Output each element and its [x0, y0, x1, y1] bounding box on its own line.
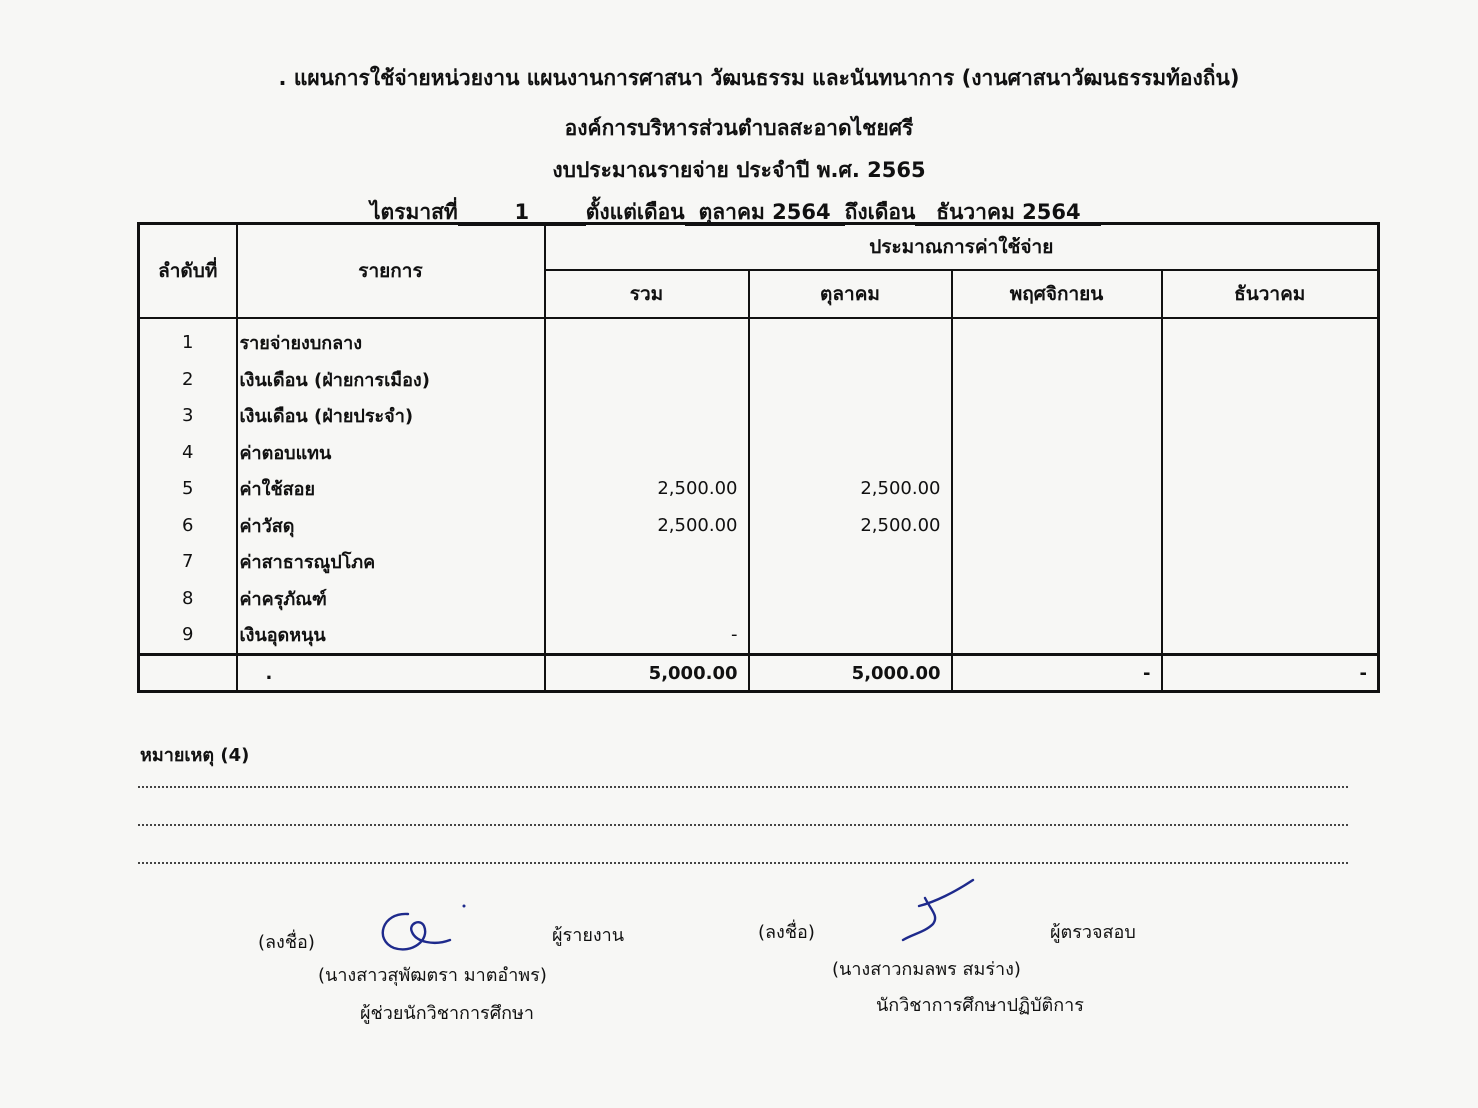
totals-label: .	[237, 655, 545, 692]
row-total	[545, 318, 749, 362]
header-total: รวม	[545, 270, 749, 318]
row-no: 7	[139, 544, 237, 581]
row-no: 4	[139, 434, 237, 471]
totals-empty-cell	[139, 655, 237, 692]
table-row	[139, 544, 1379, 581]
row-m3	[1162, 318, 1379, 362]
row-m2	[952, 507, 1162, 544]
row-no: 6	[139, 507, 237, 544]
header-estimate: ประมาณการค่าใช้จ่าย	[545, 224, 1379, 270]
row-m3	[1162, 398, 1379, 435]
budget-year: งบประมาณรายจ่าย ประจำปี พ.ศ. 2565	[552, 158, 926, 182]
row-m3	[1162, 544, 1379, 581]
row-total	[545, 434, 749, 471]
row-item: ค่าตอบแทน	[237, 434, 545, 471]
header-month-1: ตุลาคม	[749, 270, 952, 318]
right-role: ผู้ตรวจสอบ	[1050, 922, 1136, 943]
right-sign-label: (ลงชื่อ)	[758, 922, 815, 943]
row-total	[545, 580, 749, 617]
left-sign-label: (ลงชื่อ)	[258, 932, 315, 953]
row-m3	[1162, 434, 1379, 471]
row-m2	[952, 398, 1162, 435]
note-dotted-line	[138, 822, 1348, 826]
totals-row	[139, 655, 1379, 692]
row-item: เงินอุดหนุน	[237, 617, 545, 655]
quarter-value: 1	[458, 200, 586, 226]
row-m3	[1162, 580, 1379, 617]
row-no: 8	[139, 580, 237, 617]
row-m1	[749, 434, 952, 471]
organization-name: องค์การบริหารส่วนตำบลสะอาดไชยศรี	[564, 116, 914, 140]
table-row	[139, 361, 1379, 398]
header-month-3: ธันวาคม	[1162, 270, 1379, 318]
table-row	[139, 507, 1379, 544]
row-total: -	[545, 617, 749, 655]
row-m1	[749, 544, 952, 581]
to-value: ธันวาคม 2564	[915, 200, 1101, 226]
left-signature-mark	[372, 900, 472, 956]
table-row	[139, 434, 1379, 471]
row-no: 2	[139, 361, 237, 398]
row-m3	[1162, 361, 1379, 398]
row-m1	[749, 580, 952, 617]
row-m2	[952, 617, 1162, 655]
table-row	[139, 471, 1379, 508]
totals-total: 5,000.00	[545, 655, 749, 692]
totals-m1: 5,000.00	[749, 655, 952, 692]
row-item: ค่าใช้สอย	[237, 471, 545, 508]
row-m2	[952, 361, 1162, 398]
row-total	[545, 544, 749, 581]
header-item: รายการ	[237, 224, 545, 318]
right-signature-mark	[895, 876, 980, 946]
row-m3	[1162, 471, 1379, 508]
row-m2	[952, 580, 1162, 617]
row-item: รายจ่ายงบกลาง	[237, 318, 545, 362]
left-name: (นางสาวสุพัฒตรา มาตอำพร)	[318, 965, 547, 986]
row-m1	[749, 318, 952, 362]
left-position: ผู้ช่วยนักวิชาการศึกษา	[360, 1003, 535, 1024]
row-m1: 2,500.00	[749, 471, 952, 508]
left-role: ผู้รายงาน	[552, 925, 625, 946]
row-m1: 2,500.00	[749, 507, 952, 544]
row-total: 2,500.00	[545, 507, 749, 544]
from-label: ตั้งแต่เดือน	[585, 200, 685, 224]
row-no: 5	[139, 471, 237, 508]
quarter-label: ไตรมาสที่	[370, 200, 458, 224]
note-label: หมายเหตุ (4)	[140, 745, 250, 766]
row-m2	[952, 318, 1162, 362]
row-m3	[1162, 507, 1379, 544]
budget-table	[137, 222, 1380, 693]
row-item: ค่าครุภัณฑ์	[237, 580, 545, 617]
row-m2	[952, 471, 1162, 508]
header-seq: ลำดับที่	[139, 224, 237, 318]
table-row	[139, 318, 1379, 362]
row-total	[545, 398, 749, 435]
to-label: ถึงเดือน	[844, 200, 916, 224]
from-value: ตุลาคม 2564	[685, 200, 845, 226]
row-item: ค่าวัสดุ	[237, 507, 545, 544]
row-item: ค่าสาธารณูปโภค	[237, 544, 545, 581]
totals-m3: -	[1162, 655, 1379, 692]
row-m2	[952, 434, 1162, 471]
row-m2	[952, 544, 1162, 581]
row-no: 9	[139, 617, 237, 655]
row-item: เงินเดือน (ฝ่ายประจำ)	[237, 398, 545, 435]
row-m1	[749, 617, 952, 655]
header-month-2: พฤศจิกายน	[952, 270, 1162, 318]
table-row	[139, 580, 1379, 617]
table-row	[139, 398, 1379, 435]
note-dotted-line	[138, 860, 1348, 864]
row-m1	[749, 361, 952, 398]
row-total: 2,500.00	[545, 471, 749, 508]
table-row	[139, 617, 1379, 655]
row-item: เงินเดือน (ฝ่ายการเมือง)	[237, 361, 545, 398]
row-m3	[1162, 617, 1379, 655]
row-m1	[749, 398, 952, 435]
right-position: นักวิชาการศึกษาปฏิบัติการ	[876, 995, 1084, 1016]
row-no: 3	[139, 398, 237, 435]
row-no: 1	[139, 318, 237, 362]
note-dotted-line	[138, 784, 1348, 788]
totals-m2: -	[952, 655, 1162, 692]
right-name: (นางสาวกมลพร สมร่าง)	[832, 959, 1021, 980]
document-title: . แผนการใช้จ่ายหน่วยงาน แผนงานการศาสนา วัฒนธรรม และนันทนาการ (งานศาสนาวัฒนธรรมท้องถิ่น)	[278, 66, 1240, 90]
row-total	[545, 361, 749, 398]
